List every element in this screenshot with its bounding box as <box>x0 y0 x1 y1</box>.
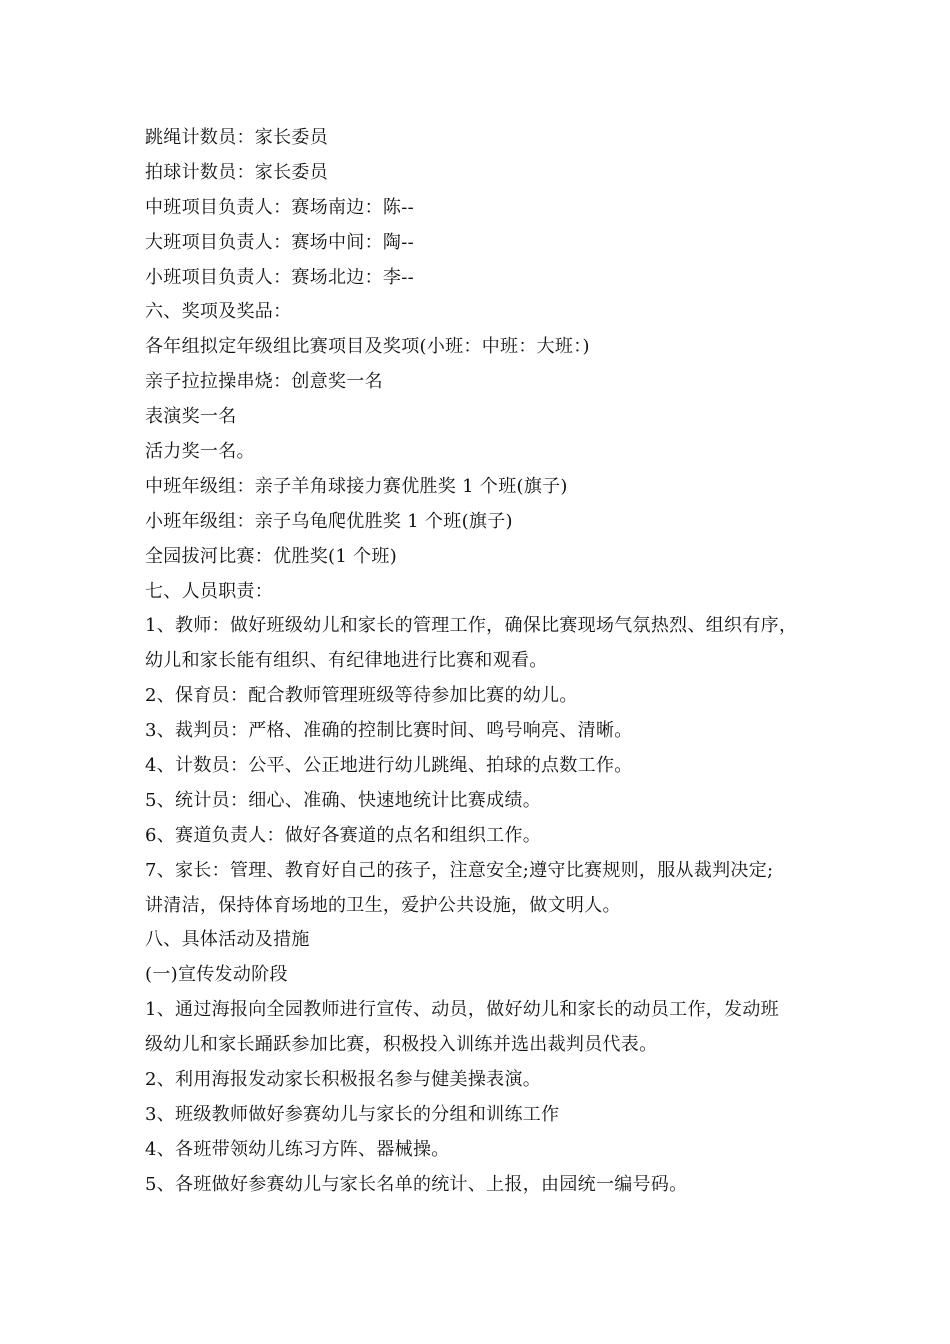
text-line: 6、赛道负责人：做好各赛道的点名和组织工作。 <box>145 824 542 846</box>
text-line: 亲子拉拉操串烧：创意奖一名 <box>145 371 383 393</box>
text-line: 4、各班带领幼儿练习方阵、器械操。 <box>145 1138 450 1160</box>
text-line: 讲清洁，保持体育场地的卫生，爱护公共设施，做文明人。 <box>145 894 621 916</box>
subsection-heading: (一)宣传发动阶段 <box>145 964 288 986</box>
text-line: 小班项目负责人：赛场北边：李-- <box>145 266 414 288</box>
text-line: 幼儿和家长能有组织、有纪律地进行比赛和观看。 <box>145 650 548 672</box>
text-line: 表演奖一名 <box>145 406 237 428</box>
text-line: 大班项目负责人：赛场中间：陶-- <box>145 231 414 253</box>
text-line: 5、统计员：细心、准确、快速地统计比赛成绩。 <box>145 789 542 811</box>
text-line: 1、通过海报向全园教师进行宣传、动员，做好幼儿和家长的动员工作，发动班 <box>145 999 779 1021</box>
text-line: 7、家长：管理、教育好自己的孩子，注意安全;遵守比赛规则，服从裁判决定; <box>145 859 774 881</box>
section-heading: 八、具体活动及措施 <box>145 929 310 951</box>
section-heading: 七、人员职责： <box>145 580 274 602</box>
text-line: 3、班级教师做好参赛幼儿与家长的分组和训练工作 <box>145 1103 560 1125</box>
text-line: 中班项目负责人：赛场南边：陈-- <box>145 196 414 218</box>
text-line: 级幼儿和家长踊跃参加比赛，积极投入训练并选出裁判员代表。 <box>145 1034 658 1056</box>
text-line: 2、利用海报发动家长积极报名参与健美操表演。 <box>145 1069 542 1091</box>
text-line: 拍球计数员：家长委员 <box>145 161 328 183</box>
text-line: 全园拔河比赛：优胜奖(1 个班) <box>145 545 398 567</box>
text-line: 4、计数员：公平、公正地进行幼儿跳绳、拍球的点数工作。 <box>145 755 633 777</box>
text-line: 小班年级组：亲子乌龟爬优胜奖 1 个班(旗子) <box>145 510 513 532</box>
text-line: 3、裁判员：严格、准确的控制比赛时间、鸣号响亮、清晰。 <box>145 720 633 742</box>
text-line: 2、保育员：配合教师管理班级等待参加比赛的幼儿。 <box>145 685 578 707</box>
text-line: 各年组拟定年级组比赛项目及奖项(小班：中班：大班：) <box>145 336 590 358</box>
text-line: 中班年级组：亲子羊角球接力赛优胜奖 1 个班(旗子) <box>145 475 568 497</box>
section-heading: 六、奖项及奖品： <box>145 301 292 323</box>
text-line: 活力奖一名。 <box>145 441 255 463</box>
text-line: 1、教师：做好班级幼儿和家长的管理工作，确保比赛现场气氛热烈、组织有序， <box>145 615 798 637</box>
text-line: 跳绳计数员：家长委员 <box>145 127 328 148</box>
document-body <box>145 121 825 1203</box>
text-line: 5、各班做好参赛幼儿与家长名单的统计、上报，由园统一编号码。 <box>145 1173 688 1195</box>
